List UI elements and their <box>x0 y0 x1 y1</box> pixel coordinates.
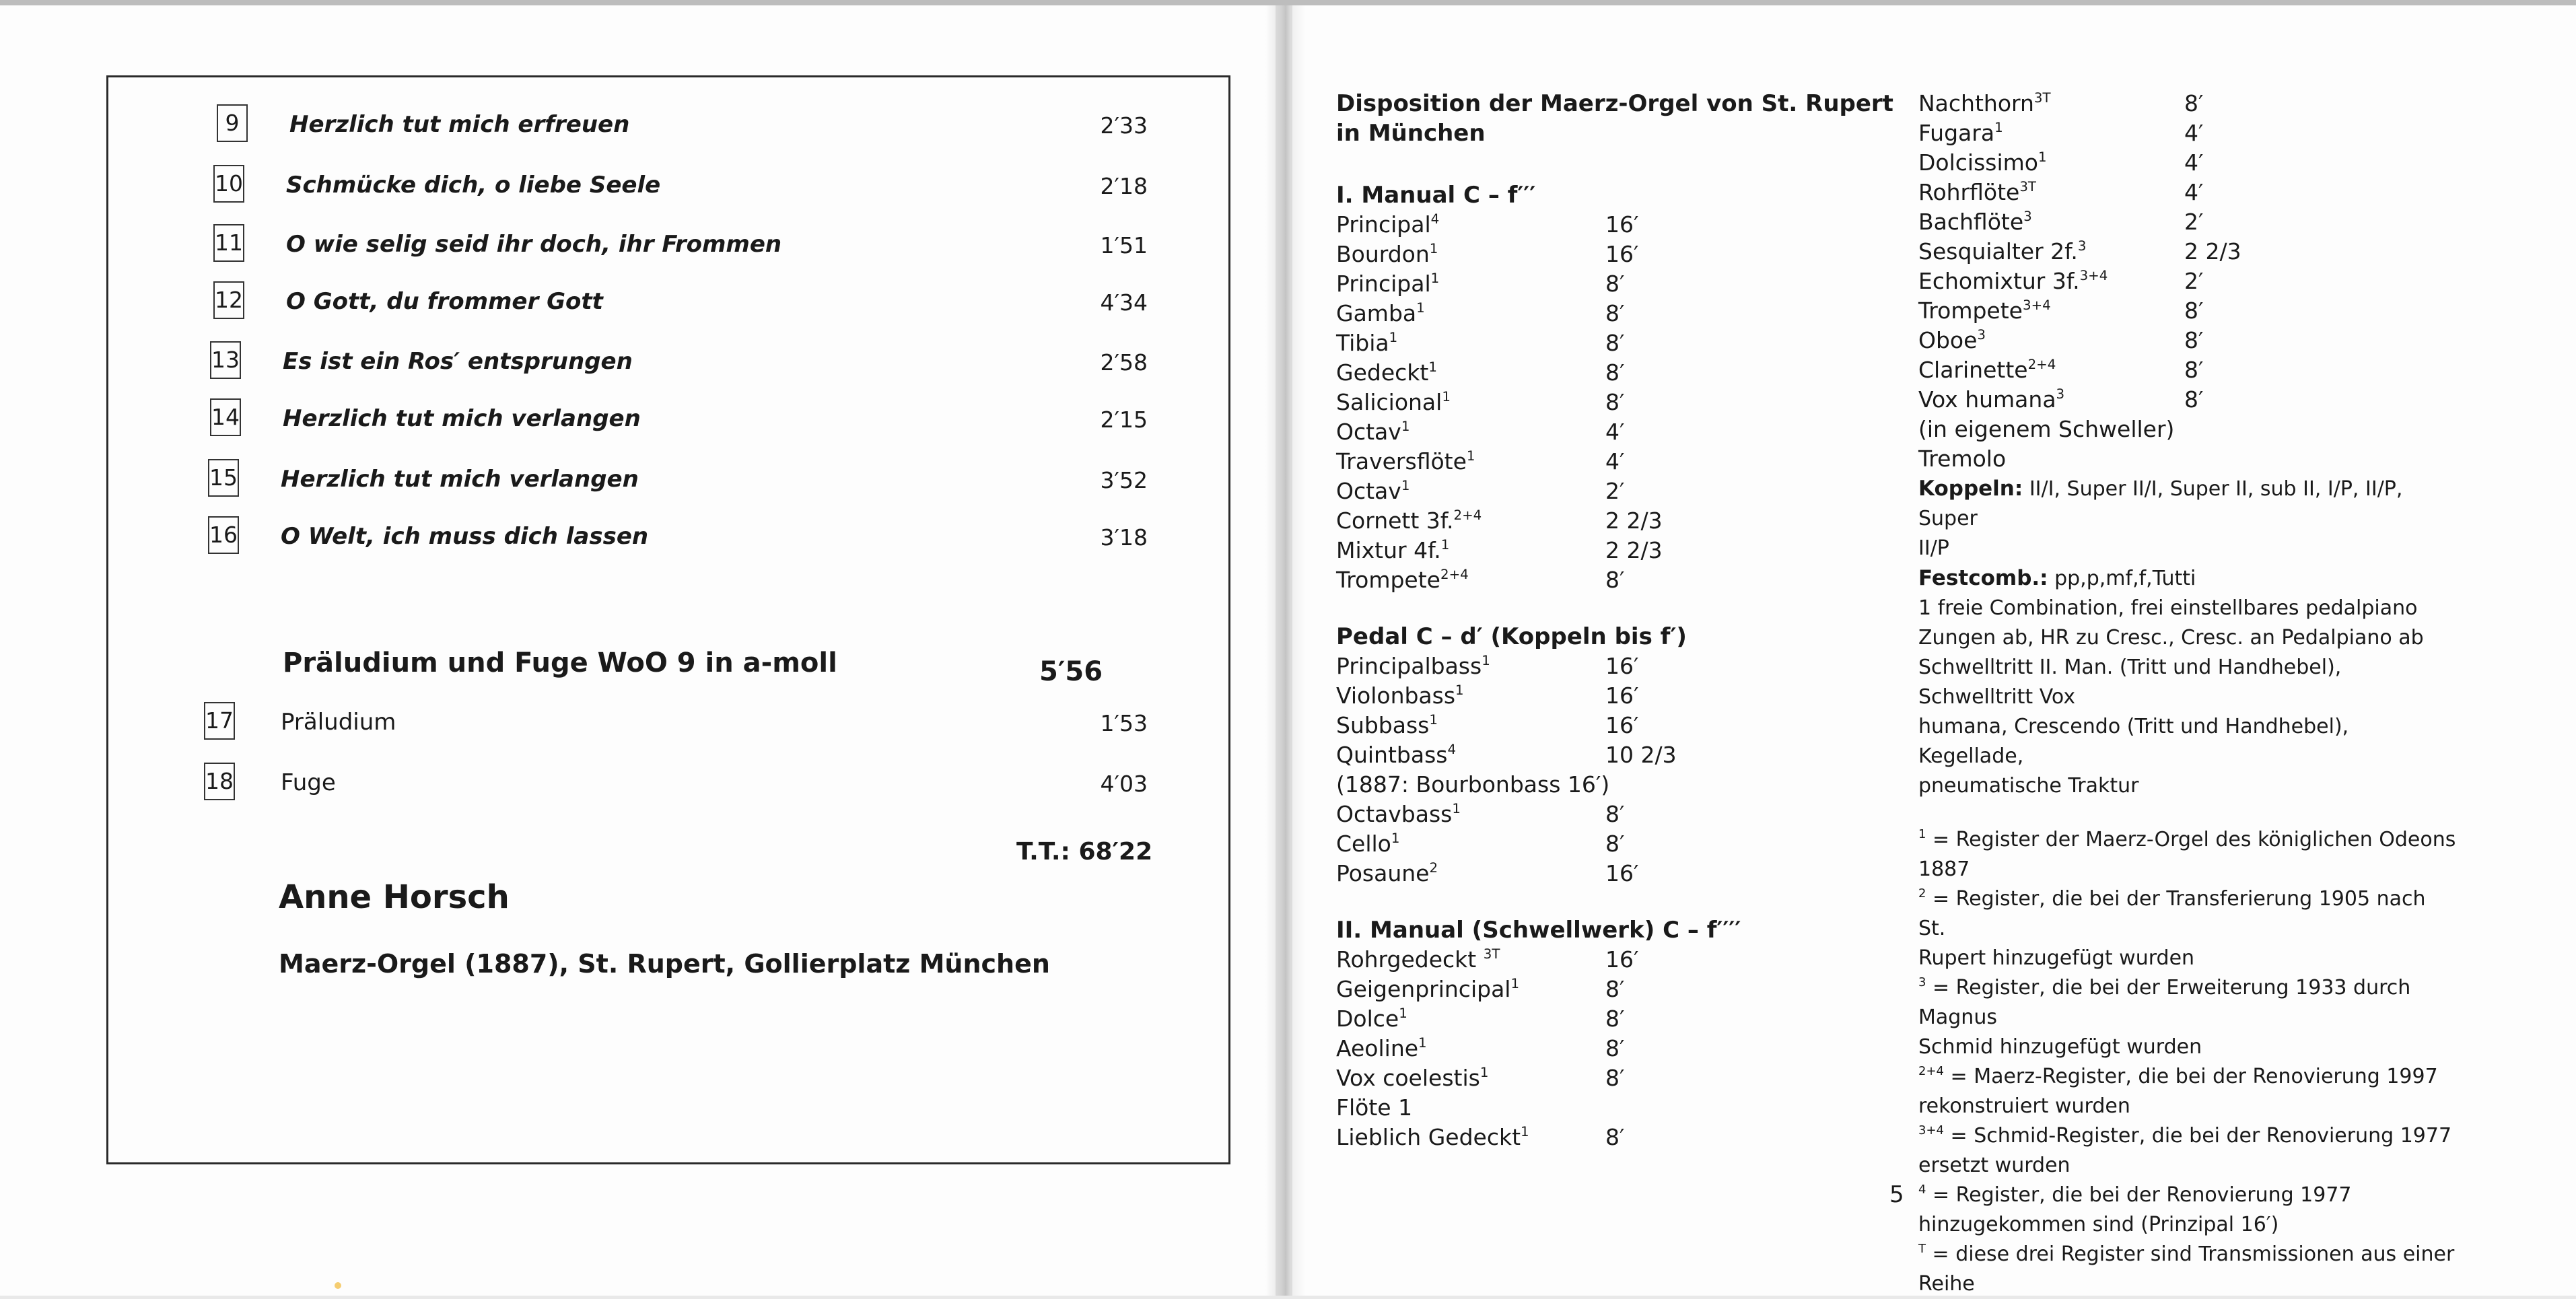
track-title: Herzlich tut mich verlangen <box>281 466 639 493</box>
artist-name: Anne Horsch <box>279 878 510 916</box>
stop-pitch: 16′ <box>1605 241 1639 267</box>
stop-name <box>1336 210 1439 240</box>
footnote-continuation: Schmid hinzugefügt wurden <box>1918 1035 2202 1059</box>
track-number-box: 16 <box>208 516 239 554</box>
track-row <box>210 398 1148 446</box>
koppeln-block <box>1918 474 2457 563</box>
footnote-mark: 2+4 <box>1918 1064 1944 1078</box>
track-title: Herzlich tut mich erfreuen <box>289 111 630 138</box>
stop-row <box>1918 118 2457 148</box>
stop-name <box>1336 1093 1412 1123</box>
track-number-box: 13 <box>210 341 241 379</box>
footnote-text: = diese drei Register sind Transmissionen aus einer Reihe <box>1918 1242 2455 1296</box>
festcomb-label: Festcomb.: <box>1918 566 2048 590</box>
stop-pitch: 8′ <box>1605 1065 1625 1091</box>
stop-name <box>1336 800 1461 829</box>
stop-origin-mark: 1 <box>1401 478 1410 493</box>
stop-pitch: 2 2/3 <box>1605 507 1663 534</box>
stop-name-text: Rohrgedeckt <box>1336 946 1484 973</box>
stop-name <box>1336 536 1449 565</box>
stop-row <box>1336 652 1875 681</box>
track-number-box: 9 <box>217 104 248 142</box>
stop-pitch: 8′ <box>1605 271 1625 297</box>
stop-pitch: 2 2/3 <box>1605 537 1663 563</box>
stop-pitch: 4′ <box>2184 179 2204 205</box>
stop-name-text: Gedeckt <box>1336 359 1429 386</box>
stop-name-text: Echomixtur 3f. <box>1918 268 2080 294</box>
stop-row <box>1918 148 2457 178</box>
stop-row <box>1336 447 1875 477</box>
stop-origin-mark: 3 <box>1977 327 1986 343</box>
stop-pitch: 8′ <box>2184 386 2204 413</box>
stop-origin-mark: 2+4 <box>1440 567 1469 582</box>
stop-name <box>1918 207 2032 237</box>
footnote <box>1918 973 2457 1032</box>
stop-origin-mark: 1 <box>1401 419 1410 434</box>
track-number-box: 18 <box>204 763 235 800</box>
stop-row <box>1918 326 2457 355</box>
stop-pitch: 2′ <box>2184 268 2204 294</box>
stop-origin-mark: 1 <box>1418 1035 1427 1051</box>
track-number-box: 10 <box>213 165 244 203</box>
stop-name <box>1336 328 1397 358</box>
track-number-box: 14 <box>210 398 241 436</box>
extras-line: 1 freie Combination, frei einstellbares pedalpiano <box>1918 596 2418 620</box>
stop-name-text: Vox coelestis <box>1336 1065 1480 1091</box>
stop-row <box>1336 536 1875 565</box>
stop-row <box>1336 1123 1875 1152</box>
stop-name-text: Flöte 1 <box>1336 1094 1413 1121</box>
disposition-column-1 <box>1336 89 1893 1152</box>
stop-name-text: Rohrflöte <box>1918 179 2020 205</box>
stop-name <box>1336 652 1490 681</box>
track-duration: 2′33 <box>1100 112 1148 139</box>
track-title: Es ist ein Ros′ entsprungen <box>283 348 633 375</box>
footnote-mark: 2 <box>1918 886 1926 901</box>
stop-row <box>1918 178 2457 207</box>
stop-origin-mark: 1 <box>1482 653 1490 668</box>
stop-origin-mark: 4 <box>1430 211 1440 227</box>
manual1-stop-list <box>1336 210 1875 595</box>
stop-pitch: 8′ <box>1605 976 1625 1002</box>
footnote-text: = Register, die bei der Renovierung 1977 <box>1926 1183 2352 1207</box>
track-number-box: 15 <box>208 459 239 497</box>
stop-row <box>1336 299 1875 328</box>
stop-name <box>1336 447 1475 477</box>
top-edge <box>0 0 2576 5</box>
festcomb-block <box>1918 563 2457 594</box>
stop-pitch: 2 2/3 <box>2184 238 2241 265</box>
stop-name-text: Principal <box>1336 271 1431 297</box>
track-number-box: 17 <box>204 702 235 740</box>
stop-pitch: 8′ <box>2184 327 2204 353</box>
stop-pitch: 8′ <box>2184 297 2204 324</box>
stop-name <box>1336 1063 1488 1093</box>
footnote <box>1918 884 2457 944</box>
stop-name-text: (1887: Bourbonbass 16′) <box>1336 771 1610 798</box>
stop-origin-mark: 3+4 <box>2079 268 2108 283</box>
footnote-mark: T <box>1918 1242 1926 1256</box>
stop-name-text: Vox humana <box>1918 386 2056 413</box>
stop-row <box>1336 477 1875 506</box>
stop-name-text: Violonbass <box>1336 682 1456 709</box>
stop-name-text: Clarinette <box>1918 357 2028 383</box>
stop-name-text: Principalbass <box>1336 653 1482 679</box>
track-row <box>204 702 1148 749</box>
stop-pitch: 8′ <box>1605 801 1625 827</box>
stop-pitch: 2′ <box>1605 478 1625 504</box>
stop-origin-mark: 1 <box>1440 537 1450 553</box>
footnote-mark: 4 <box>1918 1183 1926 1197</box>
footnote-continuation: Rupert hinzugefügt wurden <box>1918 946 2195 970</box>
footnotes-block <box>1918 825 2457 1299</box>
stop-name <box>1336 299 1425 328</box>
stop-pitch: 8′ <box>1605 1006 1625 1032</box>
disposition-title: Disposition der Maerz-Orgel von St. Rupert <box>1336 90 1893 117</box>
stop-pitch: 4′ <box>2184 120 2204 146</box>
stop-origin-mark: 3 <box>2023 209 2032 224</box>
stop-row <box>1336 1093 1875 1123</box>
stop-pitch: 8′ <box>1605 831 1625 857</box>
stop-pitch: 8′ <box>1605 300 1625 326</box>
stop-row <box>1918 355 2457 385</box>
stop-origin-mark: 3+4 <box>2022 297 2051 313</box>
stop-origin-mark: 1 <box>1994 120 2003 135</box>
stop-name-text: Bachflöte <box>1918 209 2024 235</box>
stop-pitch: 4′ <box>1605 448 1625 475</box>
footnote-mark: 3+4 <box>1918 1123 1944 1137</box>
track-row <box>213 281 1148 328</box>
stop-row <box>1918 415 2457 444</box>
stop-row <box>1336 829 1875 859</box>
koppeln-label: Koppeln: <box>1918 477 2023 501</box>
stop-name-text: Oboe <box>1918 327 1978 353</box>
festcomb-text: pp,p,mf,f,Tutti <box>2048 567 2196 590</box>
stop-name <box>1336 1123 1529 1152</box>
track-title: O Gott, du frommer Gott <box>286 288 603 315</box>
stop-pitch: 8′ <box>1605 567 1625 593</box>
stop-name-text: Fugara <box>1918 120 1995 146</box>
stop-name-text: Quintbass <box>1336 742 1448 768</box>
footnote <box>1918 825 2457 855</box>
stop-row <box>1918 385 2457 415</box>
instrument-line: Maerz-Orgel (1887), St. Rupert, Gollierplatz München <box>279 949 1050 979</box>
stop-name <box>1918 415 2174 444</box>
track-title: Präludium <box>281 709 396 736</box>
stop-pitch: 16′ <box>1605 860 1639 886</box>
stop-row <box>1336 1063 1875 1093</box>
stop-origin-mark: 3T <box>2033 90 2051 106</box>
stop-name <box>1918 385 2064 415</box>
stop-origin-mark: 2+4 <box>1453 507 1482 523</box>
disposition-column-2 <box>1918 89 2457 1299</box>
stop-origin-mark: 2+4 <box>2027 357 2056 372</box>
stop-name <box>1336 240 1438 269</box>
track-duration: 1′53 <box>1100 710 1148 736</box>
track-duration: 4′03 <box>1100 771 1148 797</box>
footnote-continuation: 1887 <box>1918 857 1970 881</box>
stop-name <box>1918 267 2108 296</box>
track-row <box>208 459 1148 506</box>
footnote <box>1918 1181 2457 1210</box>
stop-pitch: 4′ <box>1605 419 1625 445</box>
stop-name <box>1336 770 1609 800</box>
stop-pitch: 16′ <box>1605 682 1639 709</box>
stop-name <box>1336 358 1437 388</box>
stop-row <box>1336 417 1875 447</box>
stop-name-text: Gamba <box>1336 300 1417 326</box>
stop-origin-mark: 1 <box>1428 359 1437 375</box>
stop-name-text: Subbass <box>1336 712 1430 738</box>
stop-origin-mark: 1 <box>1430 271 1440 286</box>
stop-pitch: 8′ <box>1605 389 1625 415</box>
disposition-title-line-2: in München <box>1336 120 1486 147</box>
stop-origin-mark: 1 <box>1429 241 1438 256</box>
stop-row <box>1918 444 2457 474</box>
stop-row <box>1336 681 1875 711</box>
stop-pitch: 8′ <box>1605 1035 1625 1061</box>
stop-pitch: 16′ <box>1605 211 1639 238</box>
stop-origin-mark: 1 <box>1389 330 1398 345</box>
stop-name-text: Cornett 3f. <box>1336 507 1454 534</box>
track-duration: 2′58 <box>1100 349 1148 376</box>
stop-origin-mark: 1 <box>1480 1065 1489 1080</box>
stop-name <box>1336 417 1409 447</box>
stop-name-text: Trompete <box>1336 567 1440 593</box>
manual2-stop-list <box>1336 945 1875 1152</box>
track-duration: 2′15 <box>1100 407 1148 433</box>
stop-row <box>1918 267 2457 296</box>
footnote-mark: 3 <box>1918 975 1926 989</box>
stop-row <box>1918 207 2457 237</box>
track-title: O wie selig seid ihr doch, ihr Frommen <box>286 231 782 258</box>
track-row <box>208 516 1148 563</box>
stop-name <box>1918 237 2086 267</box>
stop-name <box>1918 118 2003 148</box>
stop-name <box>1336 388 1451 417</box>
stop-row <box>1336 975 1875 1004</box>
prelude-heading: Präludium und Fuge WoO 9 in a-moll <box>283 647 837 678</box>
manual2-heading: II. Manual (Schwellwerk) C – f′′′′ <box>1336 917 1741 944</box>
stop-name-text: Cello <box>1336 831 1391 857</box>
stop-row <box>1336 711 1875 740</box>
stop-row <box>1336 506 1875 536</box>
stop-row <box>1336 770 1875 800</box>
footnote <box>1918 1062 2457 1092</box>
stop-name <box>1336 477 1409 506</box>
track-row <box>213 224 1148 271</box>
stop-name <box>1336 945 1500 975</box>
stop-origin-mark: 4 <box>1447 742 1457 757</box>
stop-name-text: Traversflöte <box>1336 448 1467 475</box>
footnote-text: = Register, die bei der Transferierung 1905 nach St. <box>1918 887 2426 940</box>
stop-name-text: Dolce <box>1336 1006 1399 1032</box>
track-title: O Welt, ich muss dich lassen <box>281 523 649 550</box>
stop-origin-mark: 3T <box>1483 946 1500 962</box>
track-row <box>213 165 1148 212</box>
footnote <box>1918 1240 2457 1299</box>
stop-name <box>1336 829 1399 859</box>
stop-origin-mark: 3 <box>2077 238 2087 254</box>
extras-line: Zungen ab, HR zu Cresc., Cresc. an Pedalpiano ab <box>1918 626 2424 650</box>
stop-name <box>1336 269 1439 299</box>
stop-name-text: Posaune <box>1336 860 1430 886</box>
track-row <box>210 341 1148 388</box>
footnote-continuation: ersetzt wurden <box>1918 1154 2070 1177</box>
stop-name <box>1918 326 1986 355</box>
stop-pitch: 8′ <box>1605 359 1625 386</box>
stop-row <box>1336 328 1875 358</box>
stop-row <box>1336 740 1875 770</box>
stop-origin-mark: 1 <box>2038 149 2047 165</box>
stop-name <box>1918 148 2047 178</box>
stop-row <box>1336 565 1875 595</box>
page-number: 5 <box>1889 1181 1904 1208</box>
stop-origin-mark: 1 <box>1452 801 1461 816</box>
stop-pitch: 16′ <box>1605 653 1639 679</box>
extras-line: humana, Crescendo (Tritt und Handhebel), Kegellade, <box>1918 715 2349 768</box>
stop-name <box>1336 740 1456 770</box>
manual1-heading: I. Manual C – f′′′ <box>1336 182 1536 209</box>
footnote-mark: 1 <box>1918 827 1926 841</box>
stop-name-text: Trompete <box>1918 297 2023 324</box>
print-speck <box>335 1282 341 1289</box>
stop-name-text: (in eigenem Schweller) <box>1918 416 2175 442</box>
stop-name <box>1336 1004 1407 1034</box>
stop-name <box>1918 444 2006 474</box>
stop-origin-mark: 3 <box>2056 386 2065 402</box>
stop-name <box>1918 355 2056 385</box>
stop-name-text: Principal <box>1336 211 1431 238</box>
footnote-continuation: rekonstruiert wurden <box>1918 1094 2130 1118</box>
track-title: Fuge <box>281 769 336 796</box>
stop-origin-mark: 2 <box>1429 860 1438 876</box>
extras-block <box>1918 594 2457 801</box>
extras-line: Schwelltritt II. Man. (Tritt und Handhebel), Schwelltritt Vox <box>1918 656 2342 709</box>
stop-row <box>1918 237 2457 267</box>
stop-pitch: 4′ <box>2184 149 2204 176</box>
stop-name-text: Tremolo <box>1918 446 2007 472</box>
stop-row <box>1336 210 1875 240</box>
stop-name <box>1336 1034 1427 1063</box>
stop-row <box>1336 800 1875 829</box>
stop-pitch: 8′ <box>1605 1124 1625 1150</box>
stop-origin-mark: 1 <box>1442 389 1451 405</box>
stop-origin-mark: 1 <box>1510 976 1520 991</box>
track-duration: 3′18 <box>1100 524 1148 551</box>
stop-pitch: 10 2/3 <box>1605 742 1677 768</box>
stop-name-text: Salicional <box>1336 389 1442 415</box>
track-duration: 1′51 <box>1100 232 1148 258</box>
stop-name <box>1918 89 2051 118</box>
stop-origin-mark: 1 <box>1391 831 1400 846</box>
stop-name-text: Aeoline <box>1336 1035 1419 1061</box>
stop-pitch: 2′ <box>2184 209 2204 235</box>
stop-row <box>1336 388 1875 417</box>
footnote-continuation: hinzugekommen sind (Prinzipal 16′) <box>1918 1213 2279 1236</box>
stop-row <box>1336 240 1875 269</box>
stop-name-text: Lieblich Gedeckt <box>1336 1124 1521 1150</box>
stop-origin-mark: 1 <box>1466 448 1475 464</box>
stop-name <box>1336 565 1469 595</box>
track-row <box>217 104 1148 151</box>
stop-origin-mark: 1 <box>1521 1124 1529 1139</box>
stop-name <box>1918 178 2036 207</box>
footnote <box>1918 1121 2457 1151</box>
track-title: Herzlich tut mich verlangen <box>283 405 641 432</box>
stop-name <box>1336 711 1438 740</box>
stop-name-text: Sesquialter 2f. <box>1918 238 2078 265</box>
footnote-text: = Maerz-Register, die bei der Renovierung 1997 <box>1944 1065 2438 1088</box>
stop-origin-mark: 1 <box>1416 300 1425 316</box>
stop-name <box>1918 296 2051 326</box>
stop-pitch: 8′ <box>1605 330 1625 356</box>
track-duration: 2′18 <box>1100 173 1148 199</box>
stop-row <box>1336 358 1875 388</box>
stop-pitch: 8′ <box>2184 90 2204 116</box>
stop-pitch: 8′ <box>2184 357 2204 383</box>
stop-row <box>1336 1004 1875 1034</box>
track-title: Schmücke dich, o liebe Seele <box>286 172 661 199</box>
stop-name-text: Nachthorn <box>1918 90 2034 116</box>
stop-name <box>1336 975 1519 1004</box>
track-duration: 3′52 <box>1100 467 1148 493</box>
stop-name <box>1336 859 1438 888</box>
stop-row <box>1918 296 2457 326</box>
stop-pitch: 16′ <box>1605 712 1639 738</box>
stop-row <box>1918 89 2457 118</box>
stop-pitch: 16′ <box>1605 946 1639 973</box>
book-gutter <box>1265 0 1306 1296</box>
stop-row <box>1336 859 1875 888</box>
stop-origin-mark: 1 <box>1429 712 1438 728</box>
stop-row <box>1336 1034 1875 1063</box>
track-duration: 4′34 <box>1100 289 1148 316</box>
stop-name-text: Bourdon <box>1336 241 1430 267</box>
koppeln-line-1: II/I, Super II/I, Super II, sub II, I/P, II/P, Super <box>1918 477 2403 530</box>
stop-name-text: Octav <box>1336 419 1401 445</box>
stop-row <box>1336 269 1875 299</box>
total-time: T.T.: 68′22 <box>1016 838 1153 866</box>
stop-name <box>1336 681 1464 711</box>
stop-name-text: Dolcissimo <box>1918 149 2038 176</box>
stop-name-text: Octavbass <box>1336 801 1453 827</box>
stop-row <box>1336 945 1875 975</box>
pedal-stop-list <box>1336 652 1875 888</box>
stop-name <box>1336 506 1482 536</box>
track-number-box: 11 <box>213 224 244 262</box>
footnote-text: = Register, die bei der Erweiterung 1933 durch Magnus <box>1918 976 2411 1029</box>
stop-name-text: Mixtur 4f. <box>1336 537 1441 563</box>
track-row <box>204 763 1148 810</box>
footnote-text: = Schmid-Register, die bei der Renovierung 1977 <box>1944 1124 2452 1148</box>
stop-origin-mark: 3T <box>2019 179 2037 195</box>
track-number-box: 12 <box>213 281 244 319</box>
stop-origin-mark: 1 <box>1399 1006 1407 1021</box>
stop-name-text: Tibia <box>1336 330 1389 356</box>
koppeln-line-2: II/P <box>1918 536 1949 560</box>
prelude-heading-time: 5′56 <box>1039 656 1103 687</box>
footnote-text: = Register der Maerz-Orgel des königlichen Odeons <box>1926 828 2456 851</box>
stop-name-text: Geigenprincipal <box>1336 976 1511 1002</box>
extras-line: pneumatische Traktur <box>1918 774 2139 798</box>
manual2-continued-list <box>1918 89 2457 474</box>
stop-name-text: Octav <box>1336 478 1401 504</box>
pedal-heading: Pedal C – d′ (Koppeln bis f′) <box>1336 623 1687 650</box>
stop-origin-mark: 1 <box>1455 682 1464 698</box>
